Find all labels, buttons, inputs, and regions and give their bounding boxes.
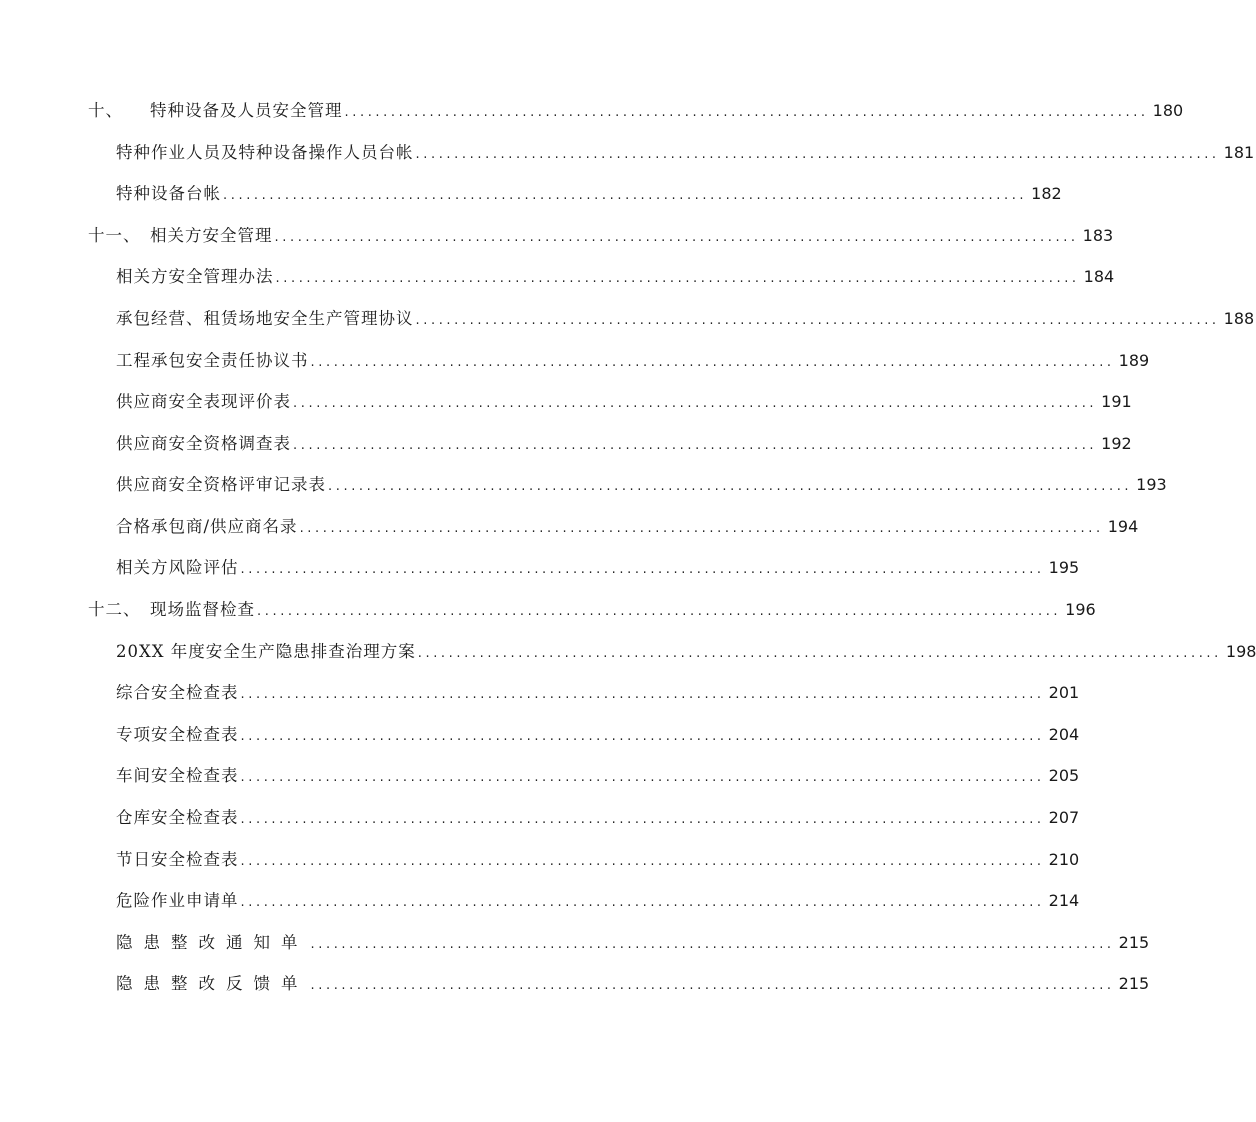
toc-leader-dots: ........................................................................................................ xyxy=(417,646,1222,661)
toc-leader-dots: ........................................................................................................ xyxy=(310,355,1115,370)
toc-entry[interactable] xyxy=(116,804,1080,830)
toc-entry[interactable] xyxy=(116,139,1255,165)
toc-leader-dots: ........................................................................................................ xyxy=(240,895,1045,910)
toc-leader-dots: ........................................................................................................ xyxy=(310,937,1115,952)
toc-page-number: 210 xyxy=(1048,850,1080,869)
toc-entry-title: 相关方安全管理 xyxy=(150,226,273,245)
toc-entry-title: 供应商安全表现评价表 xyxy=(116,392,291,411)
toc-page-number: 181 xyxy=(1223,143,1255,162)
toc-entry[interactable] xyxy=(116,846,1080,872)
toc-entry-title: 隐患整改通知单 xyxy=(116,933,309,952)
toc-page-number: 188 xyxy=(1223,309,1255,328)
toc-entry[interactable] xyxy=(116,762,1080,788)
toc-entry-title: 危险作业申请单 xyxy=(116,891,239,910)
toc-entry-title: 合格承包商/供应商名录 xyxy=(116,517,298,536)
toc-page-number: 193 xyxy=(1136,475,1167,494)
toc-section-number: 十、 xyxy=(88,101,123,120)
toc-entry-label xyxy=(88,596,255,620)
toc-entry-title: 现场监督检查 xyxy=(150,600,255,619)
toc-entry[interactable] xyxy=(116,554,1080,580)
toc-entry-title: 相关方安全管理办法 xyxy=(116,267,274,286)
toc-entry[interactable] xyxy=(116,887,1080,913)
toc-page-number: 180 xyxy=(1152,101,1184,120)
toc-entry-title: 供应商安全资格调查表 xyxy=(116,434,291,453)
toc-leader-dots: ........................................................................................................ xyxy=(240,812,1045,827)
toc-section-number: 十二、 xyxy=(88,600,141,619)
toc-entry[interactable] xyxy=(116,721,1080,747)
toc-page-number: 191 xyxy=(1101,392,1132,411)
toc-entry-title: 专项安全检查表 xyxy=(116,725,239,744)
toc-leader-dots: ........................................................................................................ xyxy=(275,271,1080,286)
toc-entry-title: 工程承包安全责任协议书 xyxy=(116,351,309,370)
toc-entry-title: 特种设备台帐 xyxy=(116,184,221,203)
toc-entry[interactable] xyxy=(116,180,1062,206)
toc-page-number: 205 xyxy=(1048,766,1080,785)
toc-page-number: 195 xyxy=(1048,558,1080,577)
toc-page-number: 192 xyxy=(1101,434,1132,453)
toc-entry[interactable] xyxy=(116,513,1139,539)
toc-leader-dots: ........................................................................................................ xyxy=(240,562,1045,577)
toc-leader-dots: ........................................................................................................ xyxy=(328,479,1133,494)
toc-page-number: 189 xyxy=(1118,351,1150,370)
toc-page-number: 194 xyxy=(1107,517,1139,536)
toc-leader-dots: ........................................................................................................ xyxy=(293,396,1098,411)
toc-entry-title: 供应商安全资格评审记录表 xyxy=(116,475,326,494)
toc-page-number: 214 xyxy=(1048,891,1080,910)
toc-leader-dots: ........................................................................................................ xyxy=(240,729,1045,744)
toc-entry[interactable] xyxy=(116,929,1150,955)
toc-entry-label xyxy=(88,97,343,121)
toc-leader-dots: ........................................................................................................ xyxy=(240,687,1045,702)
toc-entry-title: 节日安全检查表 xyxy=(116,850,239,869)
toc-entry[interactable] xyxy=(116,305,1255,331)
toc-entry-title: 综合安全检查表 xyxy=(116,683,239,702)
toc-page-number: 198 xyxy=(1225,642,1256,661)
toc-entry[interactable] xyxy=(116,347,1150,373)
toc-entry-label xyxy=(88,222,273,246)
toc-page-number: 183 xyxy=(1082,226,1114,245)
toc-entry[interactable] xyxy=(116,679,1080,705)
toc-entry-title: 20XX 年度安全生产隐患排查治理方案 xyxy=(116,642,416,661)
toc-leader-dots: ........................................................................................................ xyxy=(257,604,1062,619)
toc-leader-dots: ........................................................................................................ xyxy=(293,438,1098,453)
toc-page-number: 201 xyxy=(1048,683,1080,702)
toc-entry-section-10[interactable] xyxy=(88,97,1184,123)
toc-page-number: 196 xyxy=(1065,600,1096,619)
toc-page-number: 182 xyxy=(1031,184,1062,203)
toc-entry-title: 相关方风险评估 xyxy=(116,558,239,577)
toc-leader-dots: ........................................................................................................ xyxy=(415,147,1220,162)
toc-entry-title: 特种作业人员及特种设备操作人员台帐 xyxy=(116,143,414,162)
toc-entry-title: 承包经营、租赁场地安全生产管理协议 xyxy=(116,309,414,328)
toc-leader-dots: ........................................................................................................ xyxy=(223,188,1028,203)
toc-page-number: 184 xyxy=(1083,267,1115,286)
toc-entry-title: 车间安全检查表 xyxy=(116,766,239,785)
toc-entry-title: 隐患整改反馈单 xyxy=(116,974,309,993)
toc-entry[interactable] xyxy=(116,638,1256,664)
toc-page-number: 215 xyxy=(1118,933,1150,952)
toc-entry-section-12[interactable] xyxy=(88,596,1096,622)
toc-section-number: 十一、 xyxy=(88,226,141,245)
toc-entry-title: 仓库安全检查表 xyxy=(116,808,239,827)
toc-entry[interactable] xyxy=(116,970,1150,996)
toc-leader-dots: ........................................................................................................ xyxy=(274,230,1079,245)
toc-leader-dots: ........................................................................................................ xyxy=(299,521,1104,536)
toc-leader-dots: ........................................................................................................ xyxy=(344,105,1149,120)
toc-leader-dots: ........................................................................................................ xyxy=(415,313,1220,328)
toc-entry[interactable] xyxy=(116,471,1167,497)
toc-entry[interactable] xyxy=(116,388,1132,414)
toc-entry-title: 特种设备及人员安全管理 xyxy=(150,101,343,120)
toc-entry-section-11[interactable] xyxy=(88,222,1114,248)
toc-page-number: 215 xyxy=(1118,974,1150,993)
toc-entry[interactable] xyxy=(116,430,1132,456)
toc-leader-dots: ........................................................................................................ xyxy=(240,854,1045,869)
toc-leader-dots: ........................................................................................................ xyxy=(310,978,1115,993)
toc-leader-dots: ........................................................................................................ xyxy=(240,770,1045,785)
toc-page-number: 207 xyxy=(1048,808,1080,827)
toc-page-number: 204 xyxy=(1048,725,1080,744)
toc-entry[interactable] xyxy=(116,263,1115,289)
